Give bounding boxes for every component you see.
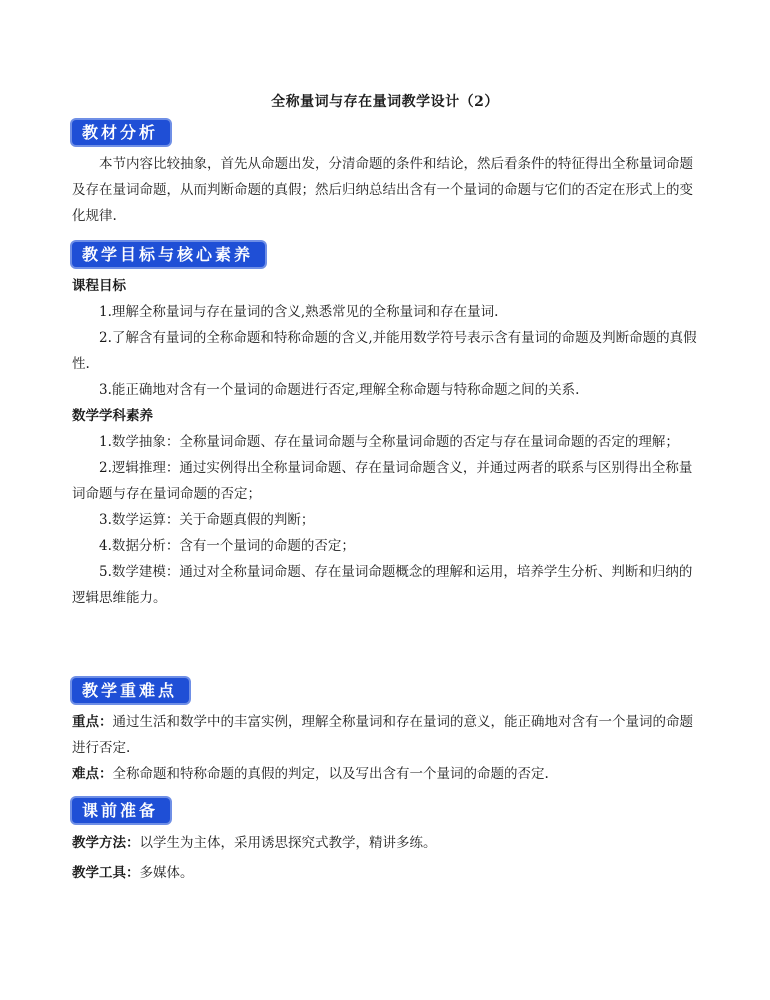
tools-line <box>72 858 702 888</box>
literacy-item: 3.数学运算：关于命题真假的判断； <box>99 512 315 528</box>
course-goals-heading: 课程目标 <box>72 278 126 294</box>
section-badge-preparation: 课前准备 <box>72 798 170 823</box>
document-title: 全称量词与存在量词教学设计（2） <box>271 94 499 110</box>
literacy-item: 1.数学抽象：全称量词命题、存在量词命题与全称量词命题的否定与存在量词命题的否定的理解； <box>99 434 679 450</box>
tools-label: 教学工具： <box>72 865 140 881</box>
materials-paragraph: 本节内容比较抽象，首先从命题出发，分清命题的条件和结论，然后看条件的特征得出全称量词命题及存在量词命题，从而判断命题的真假；然后归纳总结出含有一个量词的命题与它们的否定在形式上的变化规律. <box>72 156 693 224</box>
difficulty-paragraph <box>72 761 702 787</box>
difficulty-label: 难点： <box>72 766 113 782</box>
goals-section <box>72 273 702 611</box>
course-goal-item: 2.了解含有量词的全称命题和特称命题的含义,并能用数学符号表示含有量词的命题及判断命题的真假性. <box>72 330 697 372</box>
materials-section <box>72 151 702 229</box>
course-goal-item: 3.能正确地对含有一个量词的命题进行否定,理解全称命题与特称命题之间的关系. <box>99 382 580 398</box>
literacy-item: 4.数据分析：含有一个量词的命题的否定； <box>99 538 355 554</box>
method-label: 教学方法： <box>72 835 140 851</box>
literacy-item: 5.数学建模：通过对全称量词命题、存在量词命题概念的理解和运用，培养学生分析、判断和归纳的逻辑思维能力。 <box>72 564 693 606</box>
method-text: 以学生为主体，采用诱思探究式教学，精讲多练。 <box>139 835 437 851</box>
difficulty-text: 全称命题和特称命题的真假的判定，以及写出含有一个量词的命题的否定. <box>112 766 549 782</box>
section-badge-goals: 教学目标与核心素养 <box>72 242 265 267</box>
course-goal-item: 1.理解全称量词与存在量词的含义,熟悉常见的全称量词和存在量词. <box>99 304 499 320</box>
literacy-item: 2.逻辑推理：通过实例得出全称量词命题、存在量词命题含义，并通过两者的联系与区别得出全称量词命题与存在量词命题的否定； <box>72 460 693 502</box>
literacy-heading: 数学学科素养 <box>72 408 153 424</box>
key-points-section <box>72 709 702 787</box>
preparation-section <box>72 828 702 888</box>
section-badge-materials: 教材分析 <box>72 120 170 145</box>
section-badge-key-points: 教学重难点 <box>72 678 189 703</box>
focus-label: 重点： <box>72 714 113 730</box>
tools-text: 多媒体。 <box>139 865 194 881</box>
method-line <box>72 828 702 858</box>
focus-paragraph <box>72 709 702 761</box>
focus-text: 通过生活和数学中的丰富实例，理解全称量词和存在量词的意义，能正确地对含有一个量词的命题进行否定. <box>72 714 693 756</box>
